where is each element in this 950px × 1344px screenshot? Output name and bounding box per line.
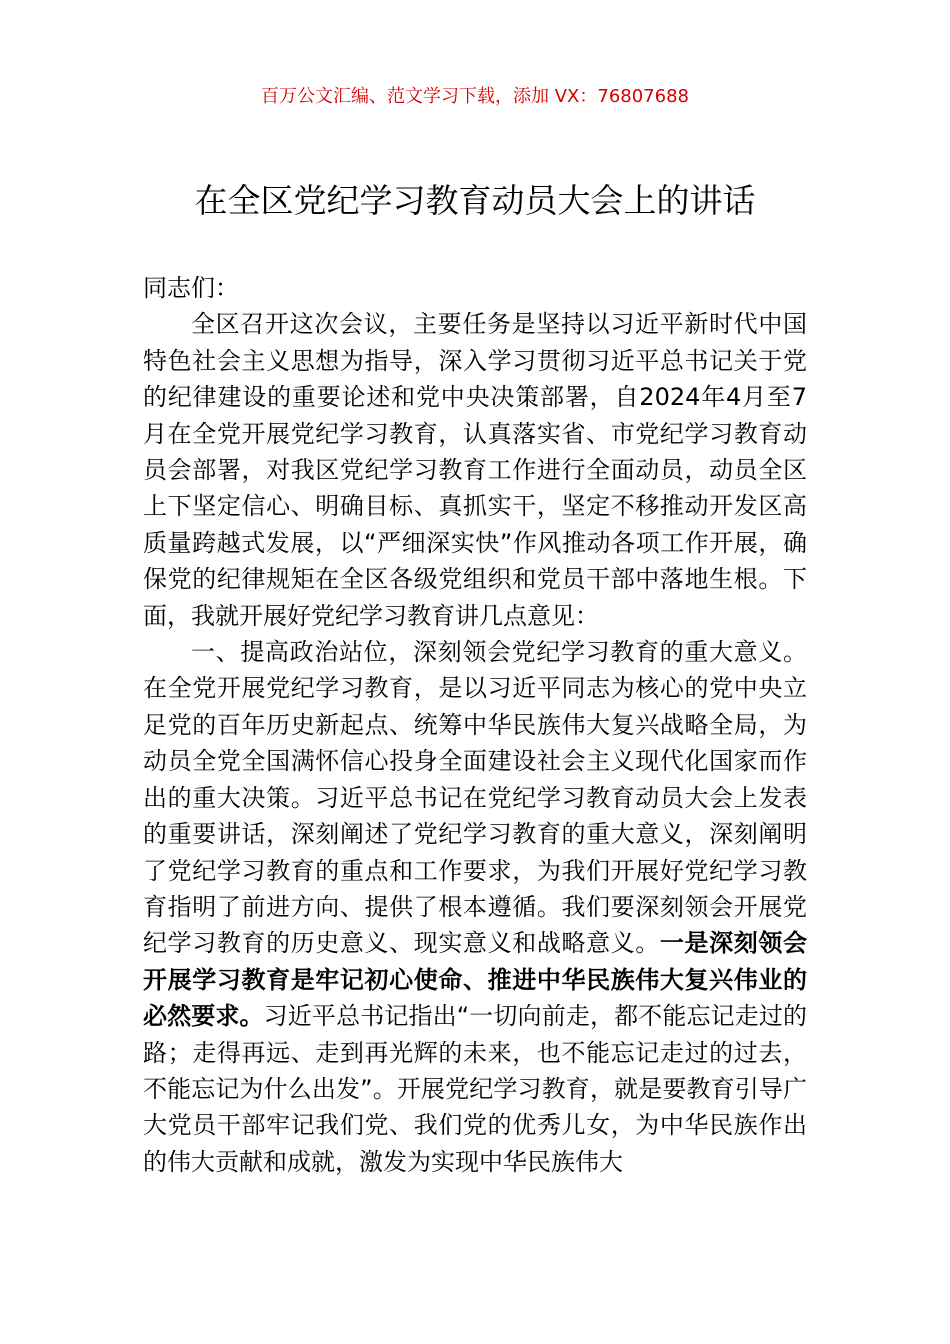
page-title: 在全区党纪学习教育动员大会上的讲话 [194,181,756,220]
download-banner: 百万公文汇编、范文学习下载，添加 VX：76807688 [261,86,689,107]
section-one-continuation: 习近平总书记指出“一切向前走，都不能忘记走过的路；走得再远、走到再光辉的未来，也不能忘记走过的过去，不能忘记为什么出发”。开展党纪学习教育，就是要教育引导广大党员干部牢记我们党、我们党的优秀儿女，为中华民族作出的伟大贡献和成就，激发为实现中华民族伟大 [143,1002,808,1176]
greeting: 同志们： [143,274,239,302]
paragraph-intro: 全区召开这次会议，主要任务是坚持以习近平新时代中国特色社会主义思想为指导，深入学习贯彻习近平总书记关于党的纪律建设的重要论述和党中央决策部署，自2024年4月至7月在全党开展党纪学习教育，认真落实省、市党纪学习教育动员会部署，对我区党纪学习教育工作进行全面动员，动员全区上下坚定信心、明确目标、真抓实干，坚定不移推动开发区高质量跨越式发展，以“严细深实快”作风推动各项工作开展，确保党的纪律规矩在全区各级党组织和党员干部中落地生根。下面，我就开展好党纪学习教育讲几点意见： [143,310,807,630]
section-one-bold-point: 一是深刻领会开展学习教育是牢记初心使命、推进中华民族伟大复兴伟业的必然要求。 [143,929,807,1031]
section-one-text: 一、提高政治站位，深刻领会党纪学习教育的重大意义。在全党开展党纪学习教育，是以习近平同志为核心的党中央立足党的百年历史新起点、统筹中华民族伟大复兴战略全局，为动员全党全国满怀信心投身全面建设社会主义现代化国家而作出的重大决策。习近平总书记在党纪学习教育动员大会上发表的重要讲话，深刻阐述了党纪学习教育的重大意义，深刻阐明了党纪学习教育的重点和工作要求，为我们开展好党纪学习教育指明了前进方向、提供了根本遵循。我们要深刻领会开展党纪学习教育的历史意义、现实意义和战略意义。 [143,638,807,958]
document-body [143,270,807,1180]
paragraph-section-one [143,634,807,1180]
